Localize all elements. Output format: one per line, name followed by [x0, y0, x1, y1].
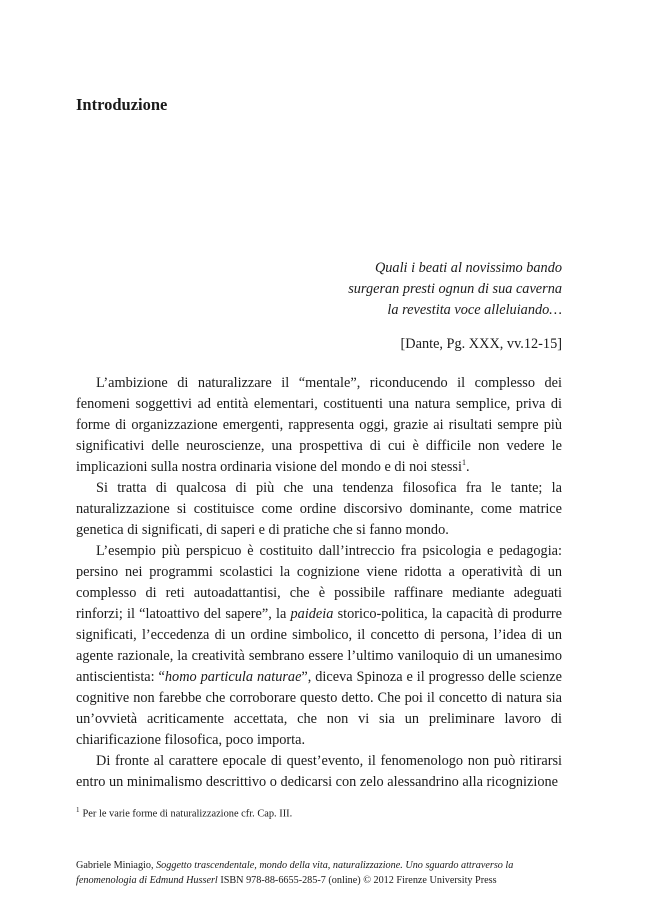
epigraph — [348, 258, 562, 321]
footnote-text: Per le varie forme di naturalizzazione cfr. Cap. III. — [82, 808, 293, 820]
italic-term: homo particula naturae — [164, 669, 302, 685]
colophon-isbn: ISBN 978-88-6655-285-7 (online) © 2012 Firenze University Press — [217, 875, 497, 886]
paragraph — [76, 373, 562, 478]
italic-term: paideia — [290, 606, 334, 622]
paragraph-text: storico-politica, la capacità di produrre significati, l’eccedenza di un ordine simbolico, il concetto di persona, l’idea di un agente razionale, la creatività sembrano essere l’ultimo vaniloquio di un umanesimo antiscientista: “ — [76, 606, 562, 685]
epigraph-line: la revestita voce alleluiando… — [387, 302, 562, 318]
colophon — [76, 858, 576, 888]
body-text — [76, 373, 562, 793]
chapter-title: Introduzione — [76, 95, 168, 114]
colophon-author: Gabriele Miniagio, — [76, 860, 157, 871]
epigraph-line: Quali i beati al novissimo bando — [374, 260, 562, 276]
paragraph: Di fronte al carattere epocale di quest’evento, il fenomenologo non può ritirarsi entro un minimalismo descrittivo o dedicarsi con zelo alessandrino alla ricognizione — [76, 753, 562, 790]
paragraph-text: L’esempio più perspicuo è costituito dall’intreccio fra psicologia e pedagogia: persino nei programmi scolastici la cognizione viene ridotta a operatività di un complesso di reti autoadattantisi, che è possibile raffinare mediante adeguati rinforzi; il “latoattivo del sapere”, la — [76, 543, 562, 622]
footnote — [76, 806, 292, 819]
paragraph: Si tratta di qualcosa di più che una tendenza filosofica fra le tante; la naturalizzazione si costituisce come ordine discorsivo dominante, come matrice genetica di significati, di saperi e di pratiche che si fanno mondo. — [76, 480, 562, 538]
paragraph-text: L’ambizione di naturalizzare il “mentale”, riconducendo il complesso dei fenomeni soggettivi ad entità elementari, costituenti una natura semplice, priva di forme di organizzazione emergenti, rappresenta oggi, grazie ai risultati sempre più significativi delle neuroscienze, una prospettiva di cui è difficile non vedere le implicazioni sulla nostra ordinaria visione del mondo e di noi stessi — [76, 375, 562, 475]
colophon-book-title: Soggetto trascendentale, mondo della vita, naturalizzazione. Uno sguardo attraverso la fenomenologia di Edmund Husserl — [76, 860, 514, 886]
footnote-number: 1 — [76, 806, 80, 814]
paragraph — [76, 541, 562, 751]
epigraph-source: [Dante, Pg. XXX, vv.12-15] — [400, 336, 562, 352]
paragraph-text: . — [465, 459, 470, 475]
footnote-reference[interactable]: 1 — [461, 458, 466, 468]
epigraph-line: surgeran presti ognun di sua caverna — [348, 281, 562, 297]
paragraph-text: ”, diceva Spinoza e il progresso delle scienze cognitive non farebbe che corroborare questo detto. Che poi il concetto di natura sia un’ovvietà acriticamente accettata, che non vi sia un preliminare lavoro di chiarificazione filosofica, poco importa. — [76, 669, 562, 748]
